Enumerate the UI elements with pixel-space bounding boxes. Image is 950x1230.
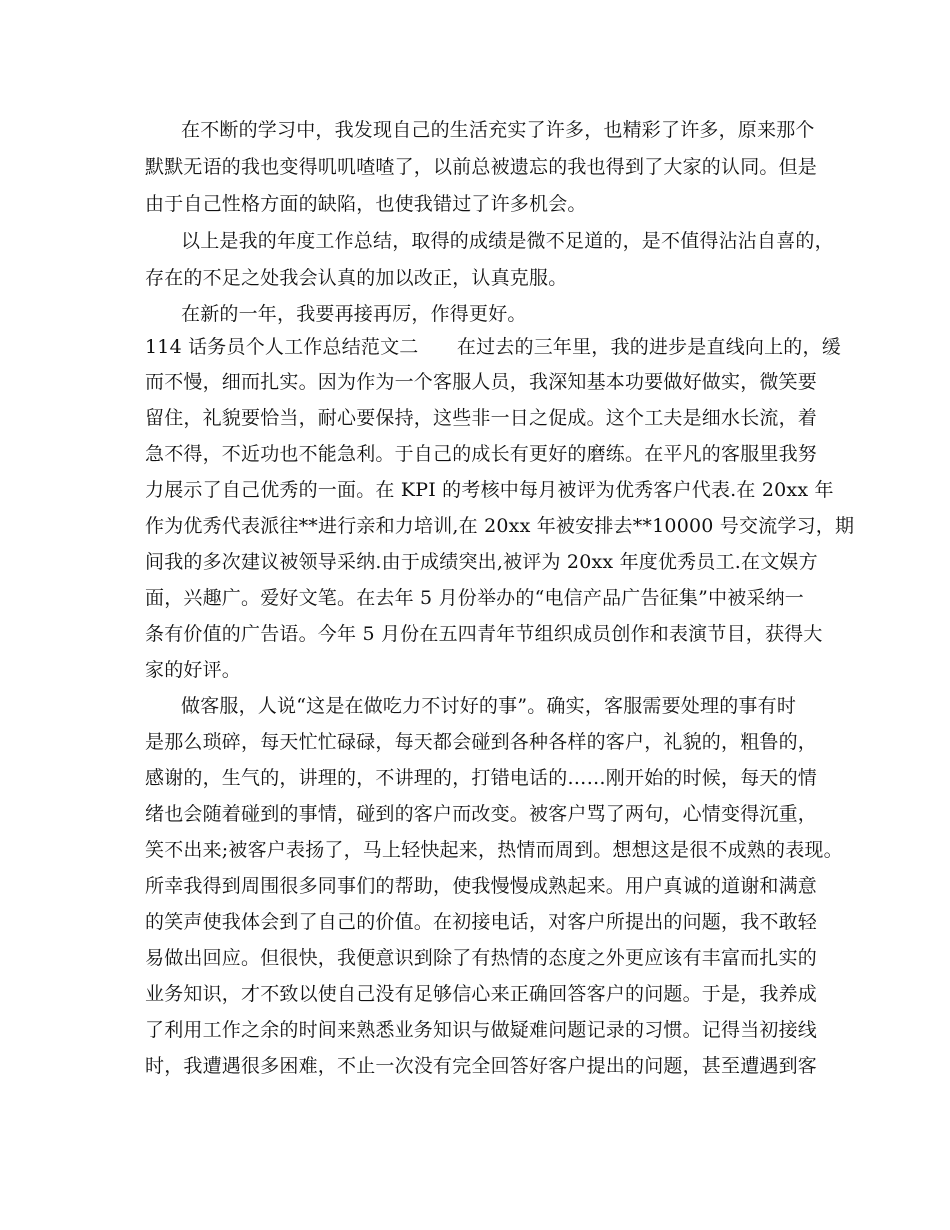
paragraph-line: 的笑声使我体会到了自己的价值。在初接电话，对客户所提出的问题，我不敢轻 — [145, 911, 818, 933]
paragraph-line: 条有价值的广告语。今年 5 月份在五四青年节组织成员创作和表演节目，获得大 — [145, 623, 823, 645]
paragraph-line: 存在的不足之处我会认真的加以改正，认真克服。 — [145, 267, 568, 289]
paragraph-line: 由于自己性格方面的缺陷，也使我错过了许多机会。 — [145, 193, 587, 215]
paragraph-line: 易做出回应。但很快，我便意识到除了有热情的态度之外更应该有丰富而扎实的 — [145, 947, 818, 969]
paragraph-line: 家的好评。 — [145, 659, 242, 681]
paragraph-line: 而不慢，细而扎实。因为作为一个客服人员，我深知基本功要做好做实，微笑要 — [145, 371, 818, 393]
paragraph-line: 了利用工作之余的时间来熟悉业务知识与做疑难问题记录的习惯。记得当初接线 — [145, 1019, 818, 1041]
paragraph-line: 做客服，人说“这是在做吃力不讨好的事”。确实，客服需要处理的事有时 — [181, 695, 797, 717]
paragraph-line: 所幸我得到周围很多同事们的帮助，使我慢慢成熟起来。用户真诚的道谢和满意 — [145, 875, 818, 897]
paragraph-line: 业务知识，才不致以使自己没有足够信心来正确回答客户的问题。于是，我养成 — [145, 983, 818, 1005]
paragraph-line: 面，兴趣广。爱好文笔。在去年 5 月份举办的“电信产品广告征集”中被采纳一 — [145, 587, 804, 609]
paragraph-line: 在不断的学习中，我发现自己的生活充实了许多，也精彩了许多，原来那个 — [181, 119, 815, 141]
paragraph-line: 笑不出来;被客户表扬了，马上轻快起来，热情而周到。想想这是很不成熟的表现。 — [145, 839, 843, 861]
paragraph-line: 时，我遭遇很多困难，不止一次没有完全回答好客户提出的问题，甚至遭遇到客 — [145, 1055, 818, 1077]
paragraph-line: 力展示了自己优秀的一面。在 KPI 的考核中每月被评为优秀客户代表.在 20xx 年 — [145, 479, 834, 501]
paragraph-line: 在新的一年，我要再接再厉，作得更好。 — [181, 303, 527, 325]
paragraph-line: 间我的多次建议被领导采纳.由于成绩突出,被评为 20xx 年度优秀员工.在文娱方 — [145, 551, 818, 573]
paragraph-line: 以上是我的年度工作总结，取得的成绩是微不足道的，是不值得沾沾自喜的， — [181, 230, 834, 252]
paragraph-line: 是那么琐碎，每天忙忙碌碌，每天都会碰到各种各样的客户，礼貌的，粗鲁的， — [145, 731, 818, 753]
paragraph-line: 急不得，不近功也不能急利。于自己的成长有更好的磨练。在平凡的客服里我努 — [145, 443, 818, 465]
paragraph-line: 绪也会随着碰到的事情，碰到的客户而改变。被客户骂了两句，心情变得沉重， — [145, 803, 818, 825]
paragraph-line: 默默无语的我也变得叽叽喳喳了，以前总被遗忘的我也得到了大家的认同。但是 — [145, 156, 818, 178]
section-heading-line: 114 话务员个人工作总结范文二 在过去的三年里，我的进步是直线向上的，缓 — [145, 336, 841, 358]
paragraph-line: 感谢的，生气的，讲理的，不讲理的，打错电话的……刚开始的时候，每天的情 — [145, 767, 818, 789]
paragraph-line: 作为优秀代表派往**进行亲和力培训,在 20xx 年被安排去**10000 号交流学习，期 — [145, 515, 855, 537]
paragraph-line: 留住，礼貌要恰当，耐心要保持，这些非一日之促成。这个工夫是细水长流，着 — [145, 407, 818, 429]
